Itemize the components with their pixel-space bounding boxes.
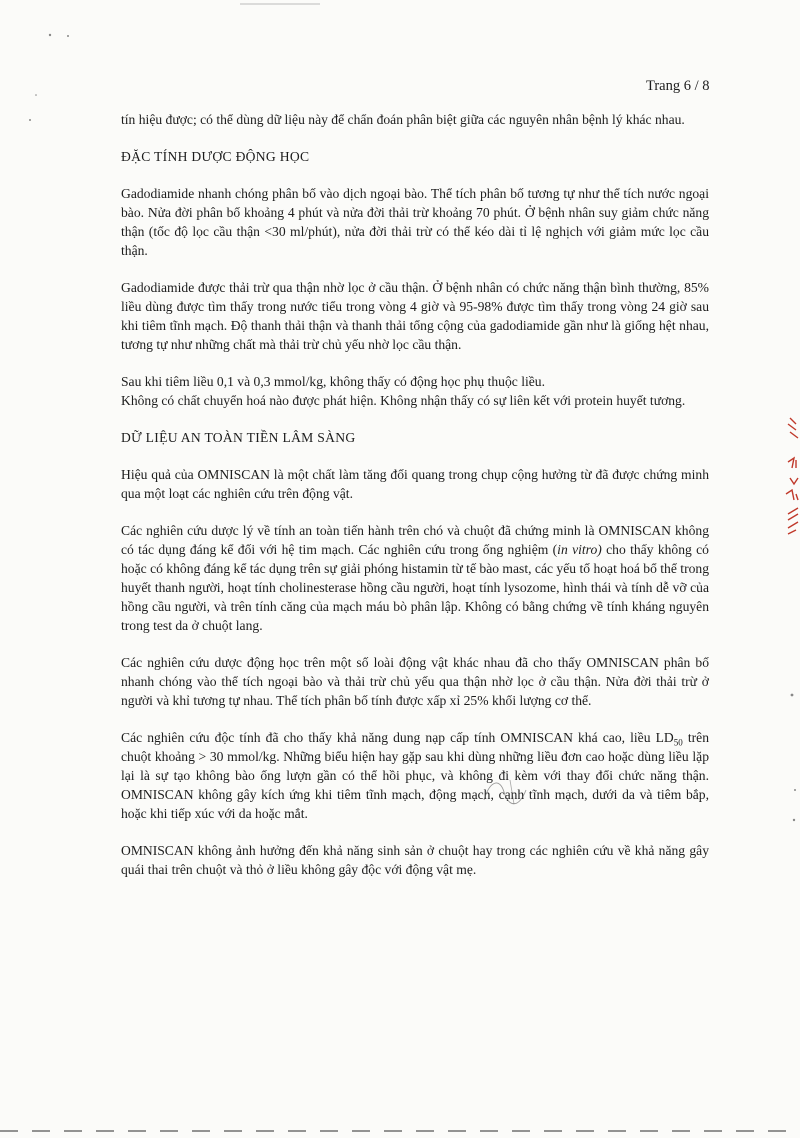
intro-paragraph: tín hiệu được; có thể dùng dữ liệu này để chẩn đoán phân biệt giữa các nguyên nhân bệnh lý khác nhau. xyxy=(121,112,685,127)
safety-paragraph-5: OMNISCAN không ảnh hưởng đến khả năng sinh sản ở chuột hay trong các nghiên cứu về khả năng gây quái thai trên chuột và thỏ ở liều không gây độc với động vật mẹ. xyxy=(121,843,709,877)
pk-paragraph-1: Gadodiamide nhanh chóng phân bố vào dịch ngoại bào. Thể tích phân bố tương tự như thể tích nước ngoại bào. Nửa đời phân bố khoảng 4 phút và nửa đời thải trừ khoảng 70 phút. Ở bệnh nhân suy giảm chức năng thận (tốc độ lọc cầu thận <30 ml/phút), nửa đời thải trừ có thể kéo dài tỉ lệ nghịch với giảm mức lọc cầu thận. xyxy=(121,186,709,258)
preclinical-safety-heading: DỮ LIỆU AN TOÀN TIỀN LÂM SÀNG xyxy=(121,430,356,445)
safety-p4-part-a: Các nghiên cứu độc tính đã cho thấy khả năng dung nạp cấp tính OMNISCAN khá cao, liều LD xyxy=(121,730,674,745)
pk-paragraph-3: Sau khi tiêm liều 0,1 và 0,3 mmol/kg, không thấy có động học phụ thuộc liều. xyxy=(121,374,545,389)
safety-p4-part-b: trên chuột khoảng > 30 mmol/kg. Những biểu hiện hay gặp sau khi dùng những liều đơn cao hoặc dùng liều lặp lại là sự tạo không bào ống lượn gần có thể hồi phục, và không đi kèm với thay đổi chức năng thận. OMNISCAN không gây kích ứng khi tiêm tĩnh mạch, động mạch, cạnh tĩnh mạch, dưới da và tiêm bắp, hoặc khi tiếp xúc với da hoặc mắt. xyxy=(121,730,709,821)
document-body xyxy=(121,110,709,897)
stamp-mark-icon xyxy=(772,410,800,560)
safety-p2-part-a: Các nghiên cứu dược lý về tính an toàn tiến hành trên chó và chuột đã chứng minh là OMNISCAN không có tác dụng đáng kể đối với hệ tim mạch. Các nghiên cứu trong ống nghiệm ( xyxy=(121,523,709,557)
bottom-dashed-edge xyxy=(0,1128,800,1134)
page-number: Trang 6 / 8 xyxy=(646,78,710,94)
safety-paragraph-4 xyxy=(121,728,709,823)
pharmacokinetics-heading: ĐẶC TÍNH DƯỢC ĐỘNG HỌC xyxy=(121,149,310,164)
safety-paragraph-1: Hiệu quả của OMNISCAN là một chất làm tăng đối quang trong chụp cộng hưởng từ đã được chứng minh qua một loạt các nghiên cứu trên động vật. xyxy=(121,467,709,501)
safety-p2-part-b: cho thấy không có hoặc có không đáng kể tác dụng trên sự giải phóng histamin từ tế bào mast, các yếu tố hoạt hoá bổ thể trong huyết thanh người, hoạt tính cholinesterase hồng cầu người, hoạt tính lysozome, hình thái và tính dễ vỡ của hồng cầu người, và trên tính căng của mạch máu bò phân lập. Không có bằng chứng về tính kháng nguyên trong test da ở chuột lang. xyxy=(121,542,709,633)
handwritten-mark-icon xyxy=(470,770,540,820)
pk-paragraph-4: Không có chất chuyển hoá nào được phát hiện. Không nhận thấy có sự liên kết với protein huyết tương. xyxy=(121,393,686,408)
ld50-subscript: 50 xyxy=(673,737,683,748)
pk-paragraph-2: Gadodiamide được thải trừ qua thận nhờ lọc ở cầu thận. Ở bệnh nhân có chức năng thận bình thường, 85% liều dùng được tìm thấy trong nước tiểu trong vòng 4 giờ và 95-98% được tìm thấy trong vòng 24 giờ sau khi tiêm tĩnh mạch. Độ thanh thải thận và thanh thải tổng cộng của gadodiamide gần như là giống hệt nhau, tương tự như những chất mà thải trừ chủ yếu nhờ lọc cầu thận. xyxy=(121,280,709,352)
safety-paragraph-3: Các nghiên cứu dược động học trên một số loài động vật khác nhau đã cho thấy OMNISCAN phân bố nhanh chóng vào thể tích ngoại bào và thải trừ chủ yếu qua thận nhờ lọc ở cầu thận. Nửa đời thải trừ ở người và khỉ tương tự nhau. Thể tích phân bố tính được xấp xỉ 25% khối lượng cơ thể. xyxy=(121,655,709,708)
safety-paragraph-2 xyxy=(121,521,709,635)
in-vitro-term: in vitro) xyxy=(557,542,602,557)
